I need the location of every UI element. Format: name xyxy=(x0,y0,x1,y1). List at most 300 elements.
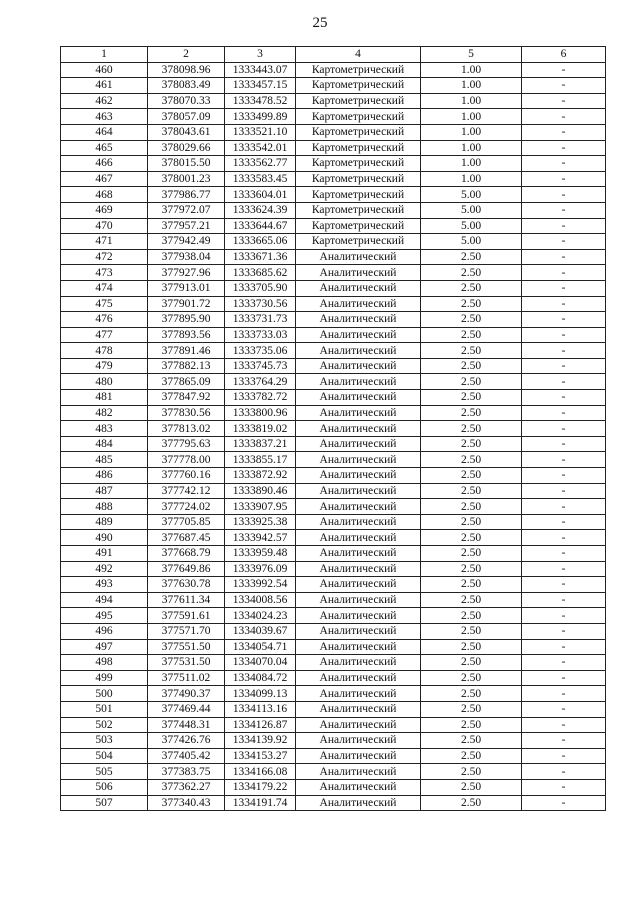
y-coordinate-cell: 1334054.71 xyxy=(225,639,296,655)
point-number-cell: 490 xyxy=(61,530,148,546)
accuracy-cell: 2.50 xyxy=(421,452,522,468)
point-number-cell: 484 xyxy=(61,436,148,452)
note-cell: - xyxy=(522,358,606,374)
accuracy-cell: 2.50 xyxy=(421,296,522,312)
accuracy-cell: 2.50 xyxy=(421,686,522,702)
x-coordinate-cell: 377448.31 xyxy=(148,717,225,733)
method-cell: Картометрический xyxy=(296,62,421,78)
note-cell: - xyxy=(522,390,606,406)
y-coordinate-cell: 1333959.48 xyxy=(225,546,296,562)
point-number-cell: 498 xyxy=(61,655,148,671)
x-coordinate-cell: 378057.09 xyxy=(148,109,225,125)
accuracy-cell: 2.50 xyxy=(421,312,522,328)
point-number-cell: 470 xyxy=(61,218,148,234)
table-row xyxy=(61,171,606,187)
note-cell: - xyxy=(522,187,606,203)
x-coordinate-cell: 377913.01 xyxy=(148,280,225,296)
x-coordinate-cell: 377742.12 xyxy=(148,483,225,499)
point-number-cell: 494 xyxy=(61,592,148,608)
point-number-cell: 481 xyxy=(61,390,148,406)
column-header: 4 xyxy=(296,47,421,63)
method-cell: Аналитический xyxy=(296,577,421,593)
note-cell: - xyxy=(522,374,606,390)
x-coordinate-cell: 378001.23 xyxy=(148,171,225,187)
table-row xyxy=(61,249,606,265)
point-number-cell: 496 xyxy=(61,623,148,639)
x-coordinate-cell: 377778.00 xyxy=(148,452,225,468)
accuracy-cell: 5.00 xyxy=(421,234,522,250)
x-coordinate-cell: 377760.16 xyxy=(148,468,225,484)
point-number-cell: 502 xyxy=(61,717,148,733)
note-cell: - xyxy=(522,93,606,109)
accuracy-cell: 2.50 xyxy=(421,779,522,795)
method-cell: Аналитический xyxy=(296,436,421,452)
note-cell: - xyxy=(522,280,606,296)
y-coordinate-cell: 1333624.39 xyxy=(225,202,296,218)
point-number-cell: 477 xyxy=(61,327,148,343)
point-number-cell: 461 xyxy=(61,78,148,94)
note-cell: - xyxy=(522,748,606,764)
note-cell: - xyxy=(522,234,606,250)
y-coordinate-cell: 1333671.36 xyxy=(225,249,296,265)
table-row xyxy=(61,530,606,546)
point-number-cell: 467 xyxy=(61,171,148,187)
accuracy-cell: 2.50 xyxy=(421,655,522,671)
table-row xyxy=(61,623,606,639)
table-row xyxy=(61,686,606,702)
x-coordinate-cell: 377893.56 xyxy=(148,327,225,343)
point-number-cell: 499 xyxy=(61,670,148,686)
y-coordinate-cell: 1333890.46 xyxy=(225,483,296,499)
table-row xyxy=(61,701,606,717)
method-cell: Аналитический xyxy=(296,327,421,343)
column-header: 3 xyxy=(225,47,296,63)
point-number-cell: 471 xyxy=(61,234,148,250)
y-coordinate-cell: 1334166.08 xyxy=(225,764,296,780)
x-coordinate-cell: 377591.61 xyxy=(148,608,225,624)
table-row xyxy=(61,218,606,234)
y-coordinate-cell: 1334153.27 xyxy=(225,748,296,764)
accuracy-cell: 2.50 xyxy=(421,717,522,733)
table-row xyxy=(61,78,606,94)
method-cell: Картометрический xyxy=(296,218,421,234)
x-coordinate-cell: 377795.63 xyxy=(148,436,225,452)
note-cell: - xyxy=(522,124,606,140)
point-number-cell: 463 xyxy=(61,109,148,125)
method-cell: Аналитический xyxy=(296,546,421,562)
note-cell: - xyxy=(522,779,606,795)
y-coordinate-cell: 1333907.95 xyxy=(225,499,296,515)
method-cell: Аналитический xyxy=(296,717,421,733)
note-cell: - xyxy=(522,717,606,733)
accuracy-cell: 1.00 xyxy=(421,93,522,109)
accuracy-cell: 2.50 xyxy=(421,639,522,655)
y-coordinate-cell: 1333925.38 xyxy=(225,514,296,530)
method-cell: Аналитический xyxy=(296,280,421,296)
method-cell: Картометрический xyxy=(296,187,421,203)
table-row xyxy=(61,561,606,577)
accuracy-cell: 2.50 xyxy=(421,249,522,265)
method-cell: Аналитический xyxy=(296,779,421,795)
point-number-cell: 464 xyxy=(61,124,148,140)
y-coordinate-cell: 1333542.01 xyxy=(225,140,296,156)
x-coordinate-cell: 378083.49 xyxy=(148,78,225,94)
x-coordinate-cell: 377938.04 xyxy=(148,249,225,265)
point-number-cell: 473 xyxy=(61,265,148,281)
y-coordinate-cell: 1333976.09 xyxy=(225,561,296,577)
note-cell: - xyxy=(522,795,606,811)
accuracy-cell: 1.00 xyxy=(421,62,522,78)
method-cell: Картометрический xyxy=(296,78,421,94)
point-number-cell: 469 xyxy=(61,202,148,218)
point-number-cell: 486 xyxy=(61,468,148,484)
accuracy-cell: 2.50 xyxy=(421,343,522,359)
note-cell: - xyxy=(522,733,606,749)
x-coordinate-cell: 378070.33 xyxy=(148,93,225,109)
x-coordinate-cell: 377724.02 xyxy=(148,499,225,515)
method-cell: Аналитический xyxy=(296,686,421,702)
table-row xyxy=(61,62,606,78)
x-coordinate-cell: 377705.85 xyxy=(148,514,225,530)
note-cell: - xyxy=(522,109,606,125)
accuracy-cell: 2.50 xyxy=(421,748,522,764)
method-cell: Аналитический xyxy=(296,405,421,421)
y-coordinate-cell: 1334024.23 xyxy=(225,608,296,624)
y-coordinate-cell: 1333478.52 xyxy=(225,93,296,109)
method-cell: Аналитический xyxy=(296,701,421,717)
table-row xyxy=(61,405,606,421)
note-cell: - xyxy=(522,608,606,624)
x-coordinate-cell: 377340.43 xyxy=(148,795,225,811)
x-coordinate-cell: 377383.75 xyxy=(148,764,225,780)
point-number-cell: 479 xyxy=(61,358,148,374)
y-coordinate-cell: 1334084.72 xyxy=(225,670,296,686)
note-cell: - xyxy=(522,62,606,78)
accuracy-cell: 2.50 xyxy=(421,390,522,406)
accuracy-cell: 2.50 xyxy=(421,561,522,577)
note-cell: - xyxy=(522,655,606,671)
note-cell: - xyxy=(522,592,606,608)
x-coordinate-cell: 377942.49 xyxy=(148,234,225,250)
method-cell: Аналитический xyxy=(296,764,421,780)
table-row xyxy=(61,670,606,686)
coordinates-table xyxy=(60,46,606,811)
accuracy-cell: 2.50 xyxy=(421,327,522,343)
accuracy-cell: 2.50 xyxy=(421,733,522,749)
point-number-cell: 500 xyxy=(61,686,148,702)
x-coordinate-cell: 378098.96 xyxy=(148,62,225,78)
table-row xyxy=(61,592,606,608)
note-cell: - xyxy=(522,218,606,234)
x-coordinate-cell: 377972.07 xyxy=(148,202,225,218)
note-cell: - xyxy=(522,530,606,546)
y-coordinate-cell: 1333735.06 xyxy=(225,343,296,359)
note-cell: - xyxy=(522,343,606,359)
method-cell: Картометрический xyxy=(296,202,421,218)
table-body xyxy=(61,62,606,811)
point-number-cell: 487 xyxy=(61,483,148,499)
accuracy-cell: 2.50 xyxy=(421,701,522,717)
accuracy-cell: 2.50 xyxy=(421,608,522,624)
x-coordinate-cell: 377511.02 xyxy=(148,670,225,686)
method-cell: Аналитический xyxy=(296,296,421,312)
y-coordinate-cell: 1333733.03 xyxy=(225,327,296,343)
x-coordinate-cell: 377847.92 xyxy=(148,390,225,406)
note-cell: - xyxy=(522,670,606,686)
x-coordinate-cell: 377895.90 xyxy=(148,312,225,328)
x-coordinate-cell: 377830.56 xyxy=(148,405,225,421)
y-coordinate-cell: 1333443.07 xyxy=(225,62,296,78)
table-row xyxy=(61,124,606,140)
note-cell: - xyxy=(522,156,606,172)
y-coordinate-cell: 1333562.77 xyxy=(225,156,296,172)
accuracy-cell: 2.50 xyxy=(421,374,522,390)
point-number-cell: 497 xyxy=(61,639,148,655)
y-coordinate-cell: 1333782.72 xyxy=(225,390,296,406)
table-row xyxy=(61,499,606,515)
x-coordinate-cell: 378043.61 xyxy=(148,124,225,140)
accuracy-cell: 1.00 xyxy=(421,124,522,140)
point-number-cell: 489 xyxy=(61,514,148,530)
table-row xyxy=(61,327,606,343)
y-coordinate-cell: 1334179.22 xyxy=(225,779,296,795)
point-number-cell: 483 xyxy=(61,421,148,437)
point-number-cell: 501 xyxy=(61,701,148,717)
table-row xyxy=(61,514,606,530)
x-coordinate-cell: 377687.45 xyxy=(148,530,225,546)
table-row xyxy=(61,421,606,437)
column-header: 2 xyxy=(148,47,225,63)
table-row xyxy=(61,436,606,452)
y-coordinate-cell: 1333872.92 xyxy=(225,468,296,484)
x-coordinate-cell: 378015.50 xyxy=(148,156,225,172)
y-coordinate-cell: 1333583.45 xyxy=(225,171,296,187)
y-coordinate-cell: 1333819.02 xyxy=(225,421,296,437)
table-row xyxy=(61,140,606,156)
accuracy-cell: 1.00 xyxy=(421,171,522,187)
y-coordinate-cell: 1333731.73 xyxy=(225,312,296,328)
y-coordinate-cell: 1334139.92 xyxy=(225,733,296,749)
note-cell: - xyxy=(522,686,606,702)
accuracy-cell: 2.50 xyxy=(421,405,522,421)
note-cell: - xyxy=(522,546,606,562)
note-cell: - xyxy=(522,701,606,717)
accuracy-cell: 5.00 xyxy=(421,218,522,234)
method-cell: Аналитический xyxy=(296,249,421,265)
accuracy-cell: 2.50 xyxy=(421,265,522,281)
note-cell: - xyxy=(522,140,606,156)
point-number-cell: 476 xyxy=(61,312,148,328)
method-cell: Картометрический xyxy=(296,156,421,172)
column-header: 5 xyxy=(421,47,522,63)
y-coordinate-cell: 1333942.57 xyxy=(225,530,296,546)
page-number: 25 xyxy=(312,15,328,31)
column-header: 1 xyxy=(61,47,148,63)
point-number-cell: 482 xyxy=(61,405,148,421)
table-row xyxy=(61,748,606,764)
note-cell: - xyxy=(522,764,606,780)
note-cell: - xyxy=(522,78,606,94)
y-coordinate-cell: 1334008.56 xyxy=(225,592,296,608)
x-coordinate-cell: 377531.50 xyxy=(148,655,225,671)
method-cell: Картометрический xyxy=(296,109,421,125)
method-cell: Аналитический xyxy=(296,795,421,811)
method-cell: Аналитический xyxy=(296,265,421,281)
method-cell: Аналитический xyxy=(296,733,421,749)
table-row xyxy=(61,483,606,499)
note-cell: - xyxy=(522,499,606,515)
table-row xyxy=(61,156,606,172)
x-coordinate-cell: 377865.09 xyxy=(148,374,225,390)
point-number-cell: 478 xyxy=(61,343,148,359)
y-coordinate-cell: 1334070.04 xyxy=(225,655,296,671)
x-coordinate-cell: 377891.46 xyxy=(148,343,225,359)
table-row xyxy=(61,93,606,109)
table-row xyxy=(61,764,606,780)
x-coordinate-cell: 377927.96 xyxy=(148,265,225,281)
method-cell: Аналитический xyxy=(296,623,421,639)
y-coordinate-cell: 1333992.54 xyxy=(225,577,296,593)
x-coordinate-cell: 377551.50 xyxy=(148,639,225,655)
method-cell: Аналитический xyxy=(296,358,421,374)
point-number-cell: 492 xyxy=(61,561,148,577)
x-coordinate-cell: 377668.79 xyxy=(148,546,225,562)
accuracy-cell: 2.50 xyxy=(421,592,522,608)
y-coordinate-cell: 1333604.01 xyxy=(225,187,296,203)
y-coordinate-cell: 1334126.87 xyxy=(225,717,296,733)
method-cell: Картометрический xyxy=(296,171,421,187)
note-cell: - xyxy=(522,405,606,421)
note-cell: - xyxy=(522,452,606,468)
point-number-cell: 465 xyxy=(61,140,148,156)
point-number-cell: 472 xyxy=(61,249,148,265)
x-coordinate-cell: 377611.34 xyxy=(148,592,225,608)
method-cell: Картометрический xyxy=(296,234,421,250)
note-cell: - xyxy=(522,561,606,577)
y-coordinate-cell: 1333730.56 xyxy=(225,296,296,312)
accuracy-cell: 1.00 xyxy=(421,156,522,172)
x-coordinate-cell: 377469.44 xyxy=(148,701,225,717)
note-cell: - xyxy=(522,202,606,218)
table-row xyxy=(61,202,606,218)
point-number-cell: 505 xyxy=(61,764,148,780)
table-row xyxy=(61,265,606,281)
table-row xyxy=(61,795,606,811)
accuracy-cell: 1.00 xyxy=(421,140,522,156)
method-cell: Аналитический xyxy=(296,374,421,390)
table-row xyxy=(61,655,606,671)
method-cell: Аналитический xyxy=(296,530,421,546)
y-coordinate-cell: 1334099.13 xyxy=(225,686,296,702)
x-coordinate-cell: 377986.77 xyxy=(148,187,225,203)
column-header: 6 xyxy=(522,47,606,63)
method-cell: Аналитический xyxy=(296,483,421,499)
table-row xyxy=(61,546,606,562)
point-number-cell: 480 xyxy=(61,374,148,390)
method-cell: Аналитический xyxy=(296,468,421,484)
note-cell: - xyxy=(522,639,606,655)
accuracy-cell: 1.00 xyxy=(421,78,522,94)
note-cell: - xyxy=(522,249,606,265)
method-cell: Аналитический xyxy=(296,748,421,764)
table-row xyxy=(61,280,606,296)
method-cell: Аналитический xyxy=(296,421,421,437)
table-row xyxy=(61,468,606,484)
x-coordinate-cell: 377630.78 xyxy=(148,577,225,593)
table-row xyxy=(61,374,606,390)
accuracy-cell: 2.50 xyxy=(421,436,522,452)
accuracy-cell: 1.00 xyxy=(421,109,522,125)
method-cell: Аналитический xyxy=(296,670,421,686)
table-row xyxy=(61,358,606,374)
y-coordinate-cell: 1333521.10 xyxy=(225,124,296,140)
point-number-cell: 460 xyxy=(61,62,148,78)
method-cell: Картометрический xyxy=(296,124,421,140)
table-row xyxy=(61,296,606,312)
method-cell: Картометрический xyxy=(296,140,421,156)
point-number-cell: 475 xyxy=(61,296,148,312)
accuracy-cell: 2.50 xyxy=(421,468,522,484)
y-coordinate-cell: 1333457.15 xyxy=(225,78,296,94)
accuracy-cell: 5.00 xyxy=(421,187,522,203)
note-cell: - xyxy=(522,623,606,639)
y-coordinate-cell: 1333855.17 xyxy=(225,452,296,468)
point-number-cell: 504 xyxy=(61,748,148,764)
note-cell: - xyxy=(522,265,606,281)
y-coordinate-cell: 1333764.29 xyxy=(225,374,296,390)
point-number-cell: 462 xyxy=(61,93,148,109)
table-row xyxy=(61,717,606,733)
table-row xyxy=(61,343,606,359)
table-row xyxy=(61,608,606,624)
y-coordinate-cell: 1333837.21 xyxy=(225,436,296,452)
point-number-cell: 488 xyxy=(61,499,148,515)
table-header-row xyxy=(61,47,606,63)
accuracy-cell: 2.50 xyxy=(421,483,522,499)
note-cell: - xyxy=(522,468,606,484)
note-cell: - xyxy=(522,296,606,312)
x-coordinate-cell: 377362.27 xyxy=(148,779,225,795)
accuracy-cell: 2.50 xyxy=(421,421,522,437)
point-number-cell: 506 xyxy=(61,779,148,795)
y-coordinate-cell: 1333499.89 xyxy=(225,109,296,125)
point-number-cell: 468 xyxy=(61,187,148,203)
note-cell: - xyxy=(522,171,606,187)
table-row xyxy=(61,452,606,468)
accuracy-cell: 2.50 xyxy=(421,670,522,686)
accuracy-cell: 2.50 xyxy=(421,795,522,811)
point-number-cell: 495 xyxy=(61,608,148,624)
method-cell: Аналитический xyxy=(296,499,421,515)
y-coordinate-cell: 1334113.16 xyxy=(225,701,296,717)
note-cell: - xyxy=(522,312,606,328)
point-number-cell: 485 xyxy=(61,452,148,468)
x-coordinate-cell: 377813.02 xyxy=(148,421,225,437)
point-number-cell: 503 xyxy=(61,733,148,749)
x-coordinate-cell: 377957.21 xyxy=(148,218,225,234)
method-cell: Аналитический xyxy=(296,452,421,468)
method-cell: Аналитический xyxy=(296,390,421,406)
method-cell: Аналитический xyxy=(296,312,421,328)
accuracy-cell: 2.50 xyxy=(421,499,522,515)
x-coordinate-cell: 377490.37 xyxy=(148,686,225,702)
table-row xyxy=(61,312,606,328)
x-coordinate-cell: 377571.70 xyxy=(148,623,225,639)
x-coordinate-cell: 377426.76 xyxy=(148,733,225,749)
y-coordinate-cell: 1334191.74 xyxy=(225,795,296,811)
accuracy-cell: 2.50 xyxy=(421,764,522,780)
method-cell: Картометрический xyxy=(296,93,421,109)
